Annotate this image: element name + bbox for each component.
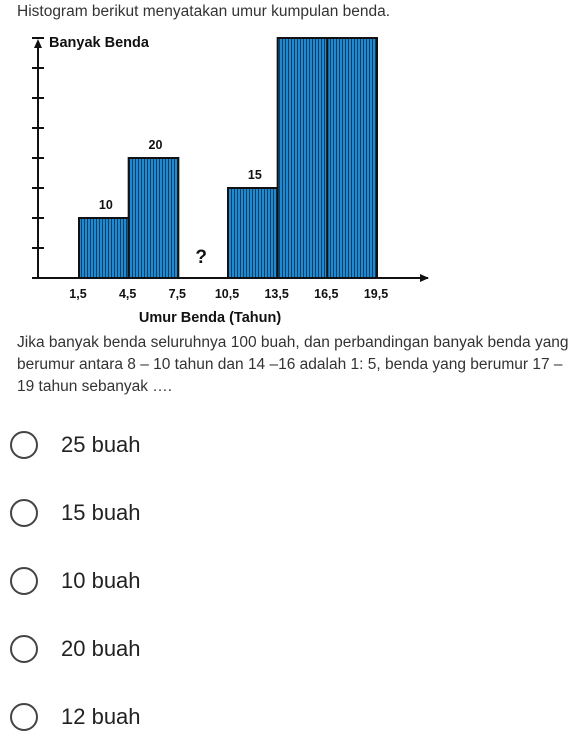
x-axis-title: Umur Benda (Tahun) bbox=[138, 310, 282, 326]
option-b[interactable] bbox=[8, 493, 308, 533]
histogram-bar bbox=[79, 218, 129, 278]
radio-circle-icon[interactable] bbox=[10, 431, 38, 459]
option-label: 20 buah bbox=[61, 636, 141, 661]
histogram-svg bbox=[0, 28, 450, 328]
question-intro: Histogram berikut menyatakan umur kumpulan benda. bbox=[17, 3, 391, 20]
bar-value-label: 20 bbox=[148, 138, 163, 152]
histogram-bar bbox=[228, 188, 278, 278]
y-axis-title: Banyak Benda bbox=[49, 35, 149, 51]
x-axis-arrow-icon bbox=[420, 274, 429, 282]
radio-circle-icon[interactable] bbox=[10, 703, 38, 731]
option-label: 15 buah bbox=[61, 500, 141, 525]
radio-circle-icon[interactable] bbox=[10, 567, 38, 595]
bar-value-label: 15 bbox=[247, 168, 262, 182]
y-axis-arrow-icon bbox=[34, 39, 42, 48]
histogram-bar bbox=[278, 38, 328, 278]
option-label: 25 buah bbox=[61, 432, 141, 457]
x-tick-label: 7,5 bbox=[168, 287, 187, 301]
x-tick-label: 1,5 bbox=[69, 287, 87, 301]
unknown-bar-label: ? bbox=[195, 247, 207, 268]
question-body: Jika banyak benda seluruhnya 100 buah, dan perbandingan banyak benda yang berumur antara 8 – 10 tahun dan 14 –16 adalah 1: 5, benda yang berumur 17 – 19 tahun sebanyak …. bbox=[17, 334, 569, 395]
x-tick-label: 13,5 bbox=[264, 287, 289, 301]
option-c[interactable] bbox=[8, 561, 308, 601]
x-tick-label: 19,5 bbox=[363, 287, 389, 301]
option-a[interactable] bbox=[8, 425, 308, 465]
radio-circle-icon[interactable] bbox=[10, 499, 38, 527]
histogram-bar bbox=[327, 38, 377, 278]
option-d[interactable] bbox=[8, 629, 308, 669]
histogram-bar bbox=[129, 158, 179, 278]
radio-circle-icon[interactable] bbox=[10, 635, 38, 663]
option-e[interactable] bbox=[8, 697, 308, 737]
histogram-chart bbox=[0, 28, 450, 328]
option-label: 12 buah bbox=[61, 704, 141, 729]
bar-value-label: 10 bbox=[98, 198, 113, 212]
x-tick-label: 10,5 bbox=[214, 287, 240, 301]
x-tick-label: 16,5 bbox=[314, 287, 339, 301]
option-label: 10 buah bbox=[61, 568, 141, 593]
x-tick-label: 4,5 bbox=[118, 287, 137, 301]
